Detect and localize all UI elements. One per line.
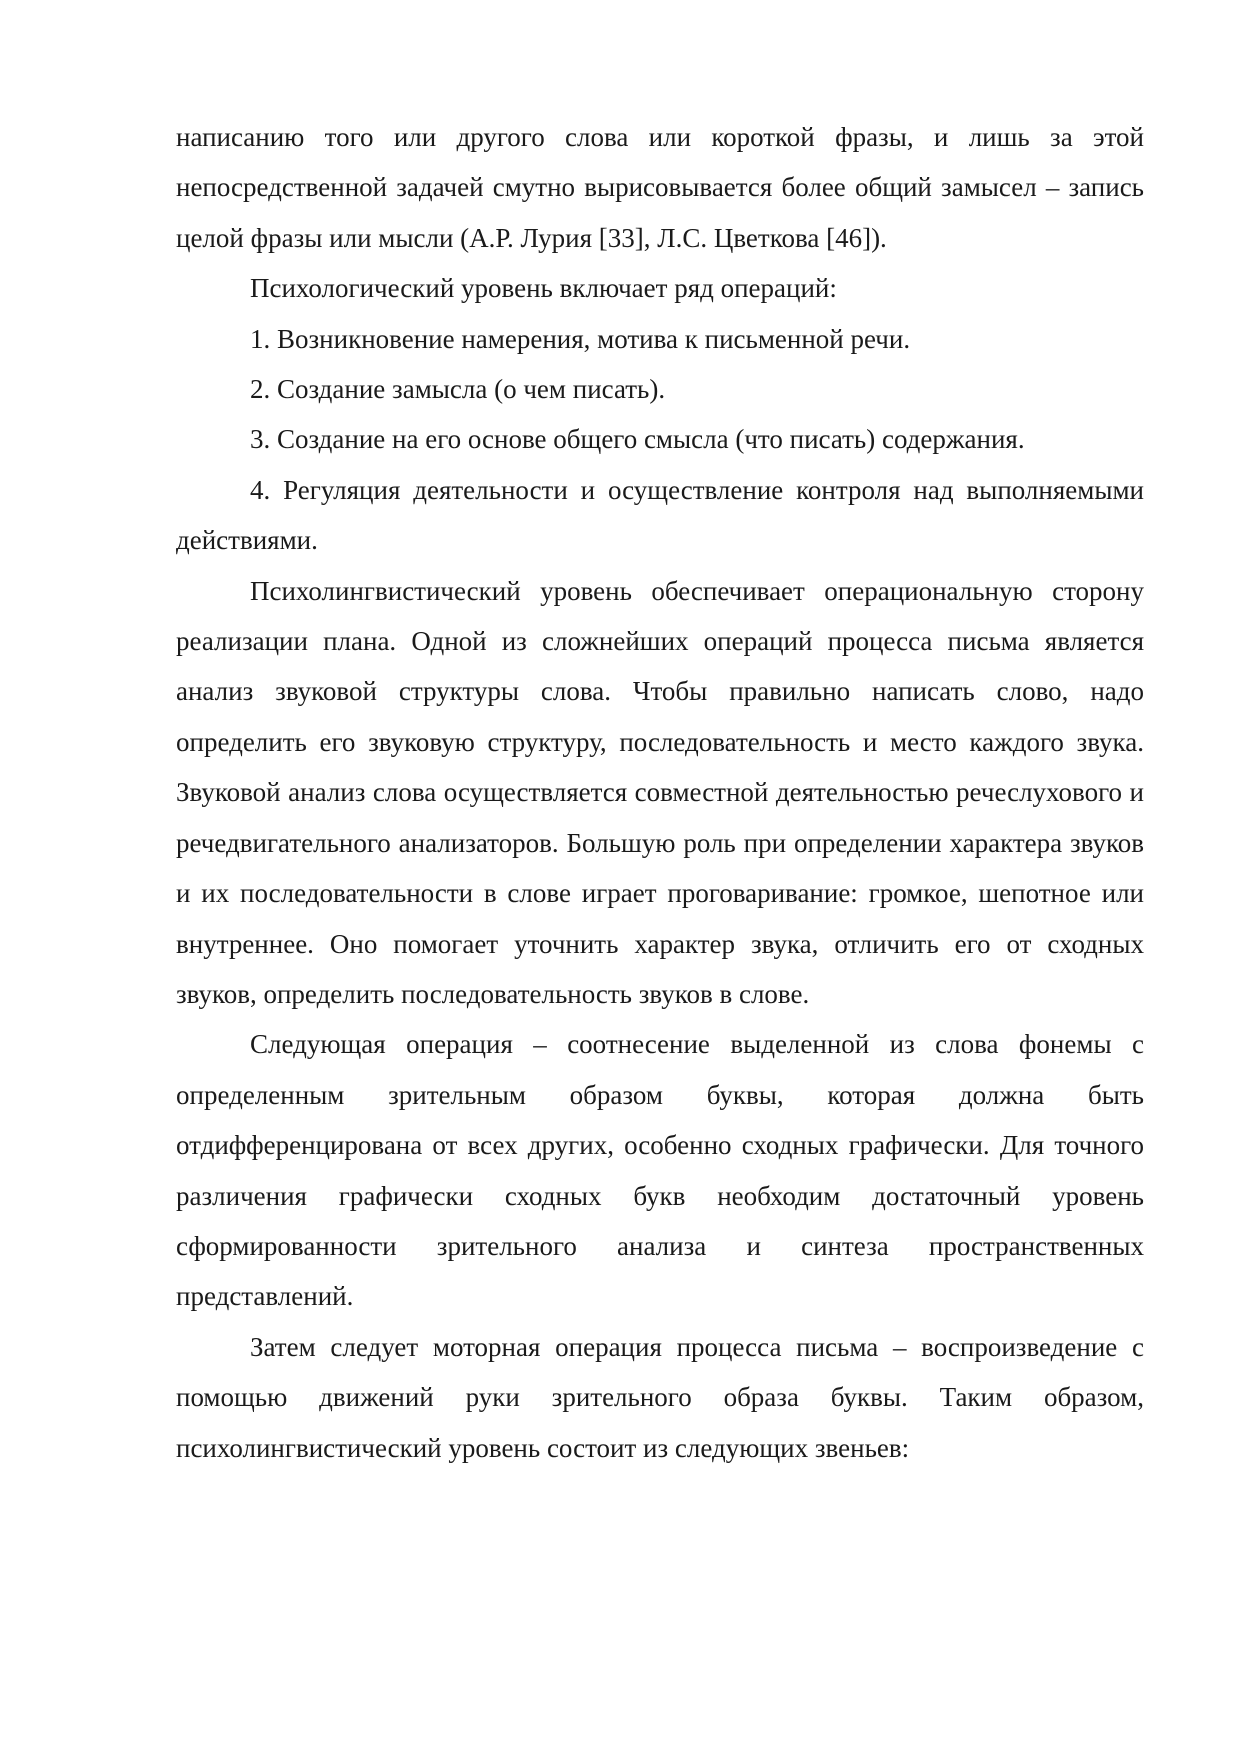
list-item-2: 2. Создание замысла (о чем писать). [250,374,666,405]
list-item-1: 1. Возникновение намерения, мотива к письменной речи. [250,323,911,354]
list-item-4: 4. Регуляция деятельности и осуществление контроля над выполняемыми действиями. [176,474,1144,556]
paragraph-psychological-level: Психологический уровень включает ряд операций: [250,273,837,304]
document-page [176,112,1144,1473]
list-item-3: 3. Создание на его основе общего смысла (что писать) содержания. [250,424,1025,455]
paragraph-continuation: написанию того или другого слова или короткой фразы, и лишь за этой непосредственной задачей смутно вырисовывается более общий замысел – запись целой фразы или мысли (А.Р. Лурия [33], Л.С. Цветкова [46]). [176,122,1144,253]
paragraph-psycholinguistic-level: Психолингвистический уровень обеспечивает операциональную сторону реализации плана. Одной из сложнейших операций процесса письма является анализ звуковой структуры слова. Чтобы правильно написать слово, надо определить его звуковую структуру, последовательность и место каждого звука. Звуковой анализ слова осуществляется совместной деятельностью речеслухового и речедвигательного анализаторов. Большую роль при определении характера звуков и их последовательности в слове играет проговаривание: громкое, шепотное или внутреннее. Оно помогает уточнить характер звука, отличить его от сходных звуков, определить последовательность звуков в слове. [176,575,1144,1009]
paragraph-motor-operation: Затем следует моторная операция процесса письма – воспроизведение с помощью движений руки зрительного образа буквы. Таким образом, психолингвистический уровень состоит из следующих звеньев: [176,1331,1144,1463]
paragraph-next-operation: Следующая операция – соотнесение выделенной из слова фонемы с определенным зрительным образом буквы, которая должна быть отдифференцирована от всех других, особенно сходных графически. Для точного различения графически сходных букв необходим достаточный уровень сформированности зрительного анализа и синтеза пространственных представлений. [176,1029,1144,1312]
